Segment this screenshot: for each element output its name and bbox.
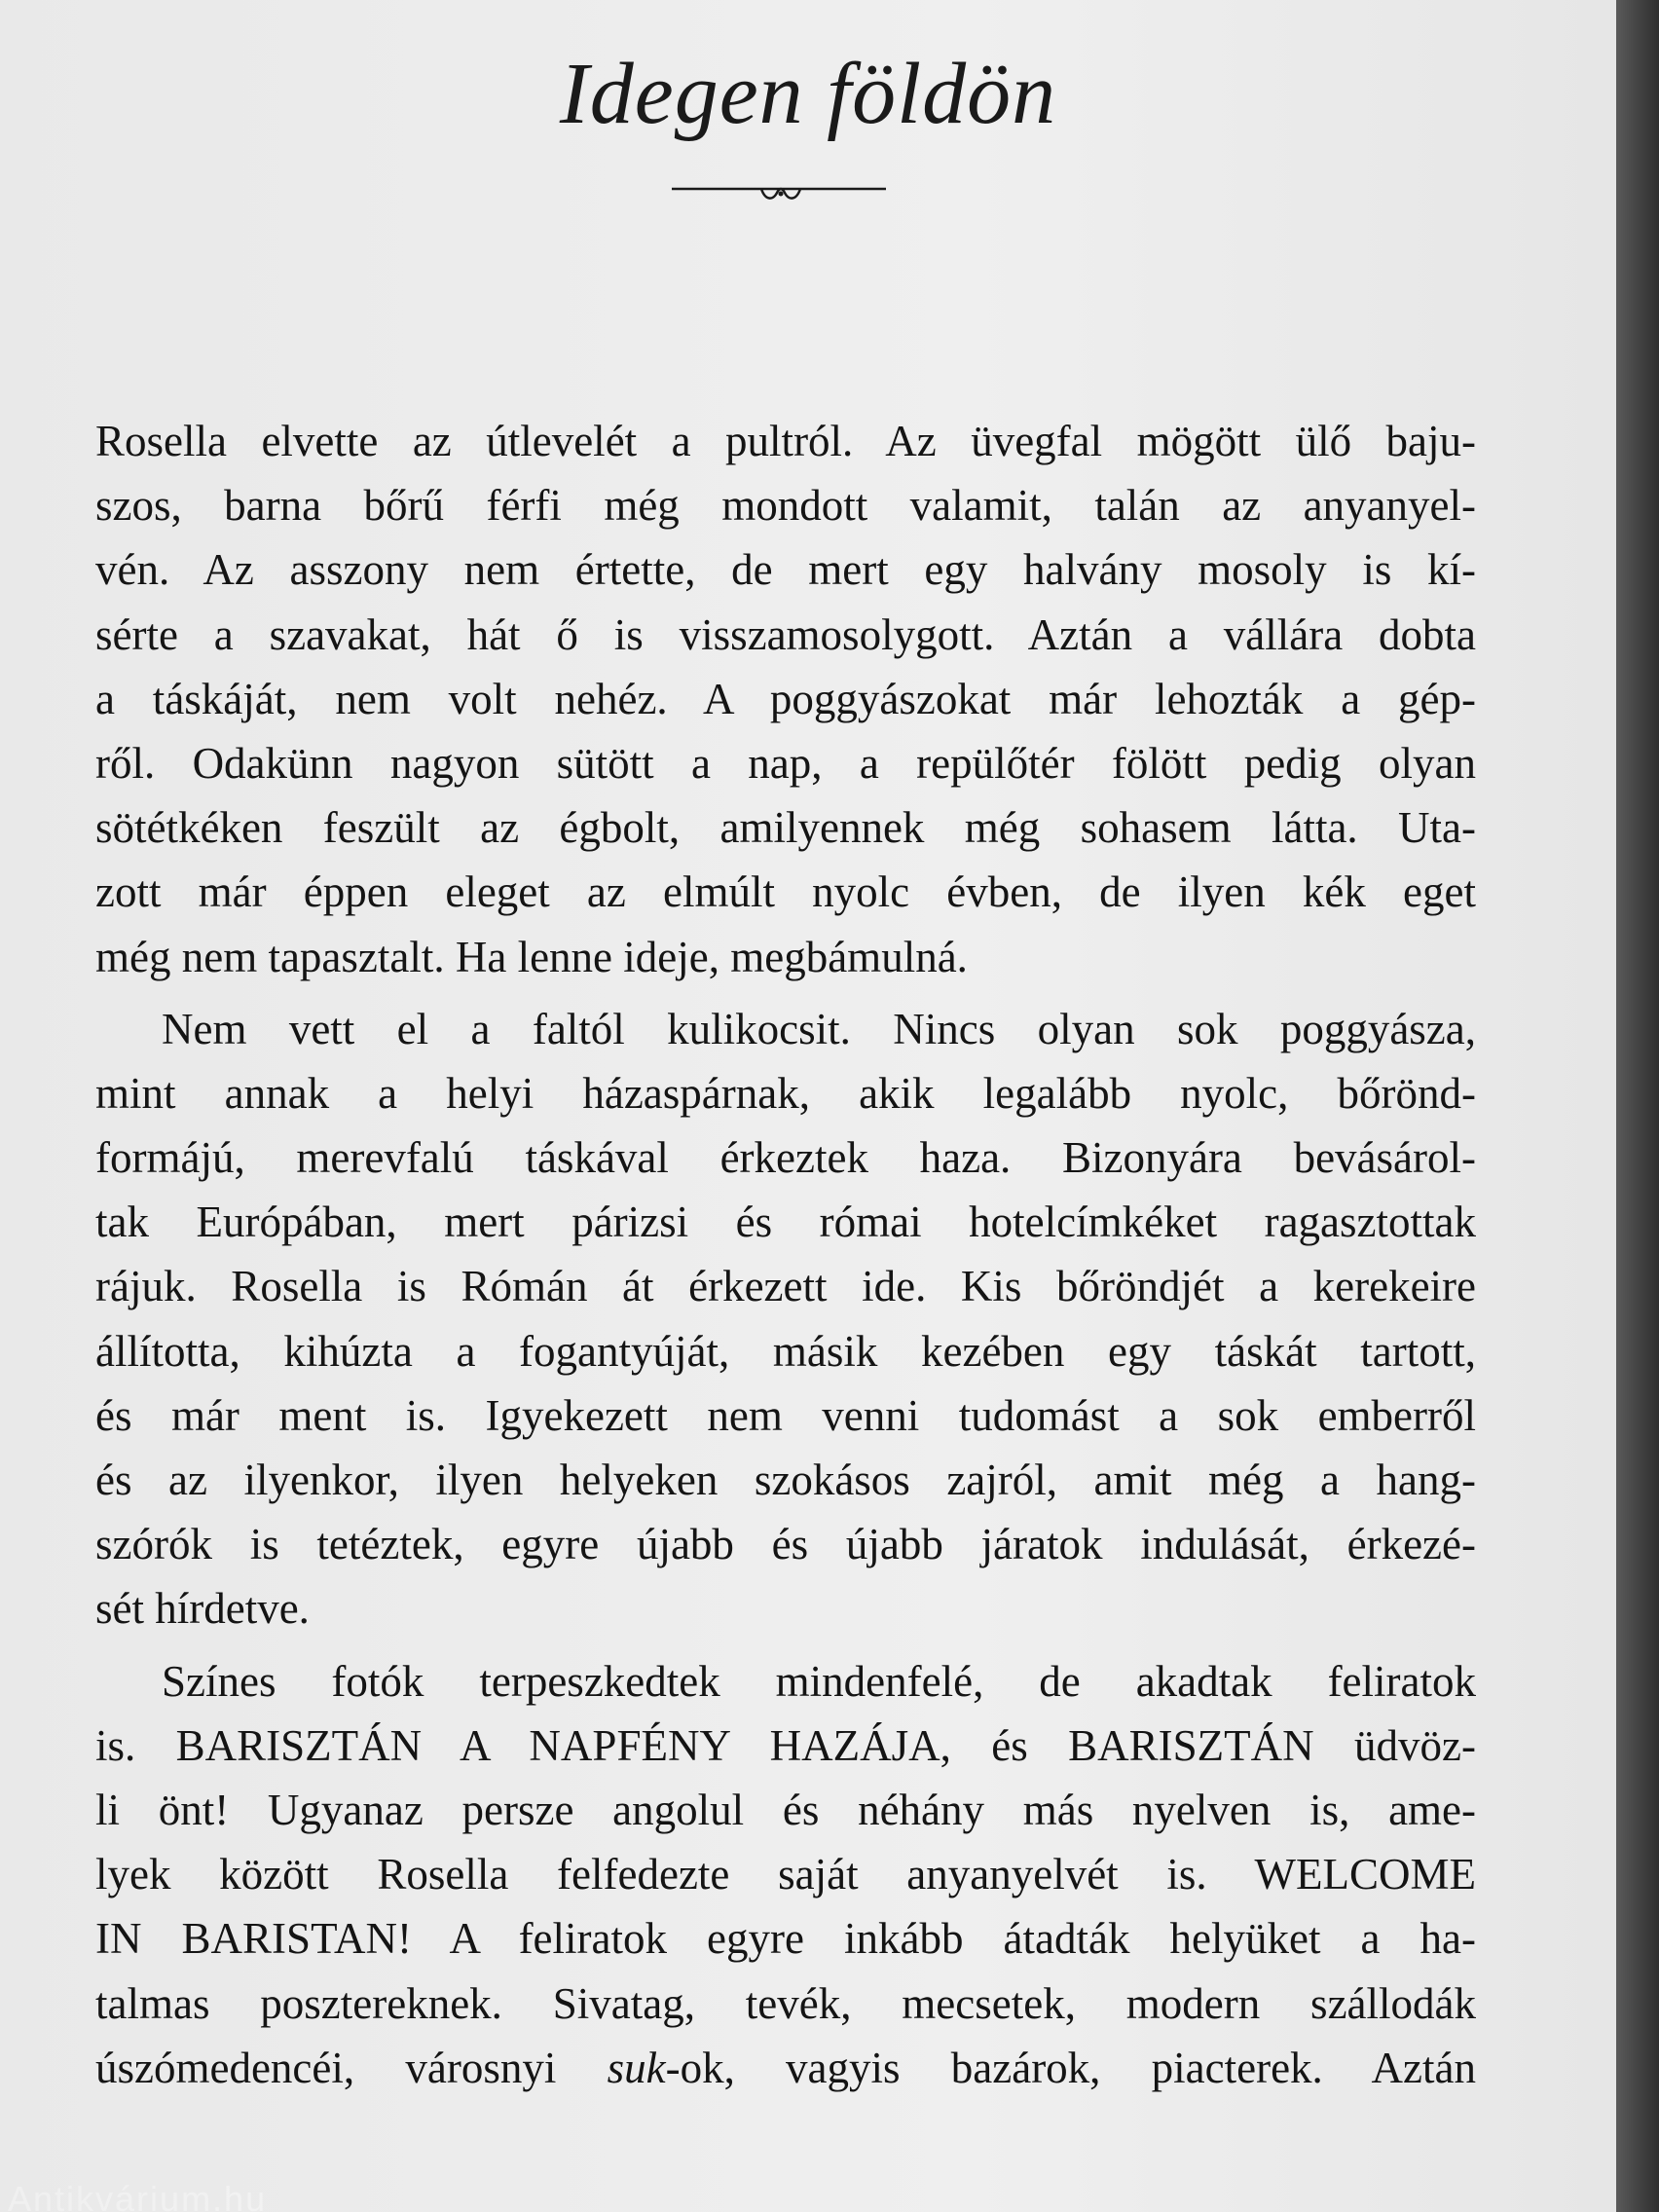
- text-line: IN BARISTAN! A feliratok egyre inkább átadták helyüket a ha-: [95, 1914, 1476, 1964]
- text-line: li önt! Ugyanaz persze angolul és néhány más nyelven is, ame-: [95, 1785, 1476, 1834]
- text-line: a táskáját, nem volt nehéz. A poggyászokat már lehozták a gép-: [95, 674, 1476, 723]
- next-page-edge: [1616, 0, 1659, 2212]
- paragraph: [95, 409, 1476, 989]
- text-line: sét hírdetve.: [95, 1584, 310, 1634]
- text-line: is. BARISZTÁN A NAPFÉNY HAZÁJA, és BARISZTÁN üdvöz-: [95, 1720, 1476, 1770]
- text-line: Rosella elvette az útlevelét a pultról. Az üvegfal mögött ülő baju-: [95, 417, 1476, 465]
- chapter-body: [95, 409, 1476, 2100]
- text-line: és már ment is. Igyekezett nem venni tudomást a sok emberről: [95, 1390, 1476, 1440]
- chapter-title: Idegen földön: [559, 46, 1057, 142]
- text-line: Nem vett el a faltól kulikocsit. Nincs olyan sok poggyásza,: [162, 1004, 1476, 1053]
- text-line: Színes fotók terpeszkedtek mindenfelé, de akadtak feliratok: [162, 1656, 1476, 1706]
- text-line: [95, 2036, 1476, 2100]
- text-line: vén. Az asszony nem értette, de mert egy halvány mosoly is kí-: [95, 545, 1476, 595]
- text-line: lyek között Rosella felfedezte saját anyanyelvét is. WELCOME: [95, 1850, 1476, 1899]
- text-line: formájú, merevfalú táskával érkeztek haza. Bizonyára bevásárol-: [95, 1133, 1476, 1183]
- text-segment: úszómedencéi, városnyi: [95, 2043, 608, 2092]
- watermark: Antikvárium.hu: [8, 2179, 268, 2212]
- paragraph: [95, 997, 1476, 1641]
- text-line: és az ilyenkor, ilyen helyeken szokásos zajról, amit még a hang-: [95, 1456, 1476, 1504]
- text-line: állította, kihúzta a fogantyúját, másik kezében egy táskát tartott,: [95, 1326, 1476, 1376]
- italic-word: suk: [607, 2043, 666, 2092]
- text-line: talmas posztereknek. Sivatag, tevék, mecsetek, modern szállodák: [95, 1978, 1476, 2028]
- text-line: szórók is tetéztek, egyre újabb és újabb járatok indulását, érkezé-: [95, 1520, 1476, 1569]
- title-ornament-icon: [672, 179, 886, 208]
- text-line: szos, barna bőrű férfi még mondott valamit, talán az anyanyel-: [95, 481, 1476, 531]
- text-line: tak Európában, mert párizsi és római hotelcímkéket ragasztottak: [95, 1198, 1476, 1247]
- text-line: rájuk. Rosella is Rómán át érkezett ide. Kis bőröndjét a kerekeire: [95, 1262, 1476, 1311]
- text-line: ről. Odakünn nagyon sütött a nap, a repülőtér fölött pedig olyan: [95, 738, 1476, 788]
- paragraph: [95, 1649, 1476, 2100]
- text-line: mint annak a helyi házaspárnak, akik legalább nyolc, bőrönd-: [95, 1068, 1476, 1118]
- text-line: sérte a szavakat, hát ő is visszamosolygott. Aztán a vállára dobta: [95, 609, 1476, 659]
- text-line: zott már éppen eleget az elmúlt nyolc évben, de ilyen kék eget: [95, 867, 1476, 917]
- text-line: még nem tapasztalt. Ha lenne ideje, megbámulná.: [95, 932, 968, 981]
- text-line: sötétkéken feszült az égbolt, amilyennek még sohasem látta. Uta-: [95, 803, 1476, 853]
- text-segment: -ok, vagyis bazárok, piacterek. Aztán: [665, 2043, 1476, 2092]
